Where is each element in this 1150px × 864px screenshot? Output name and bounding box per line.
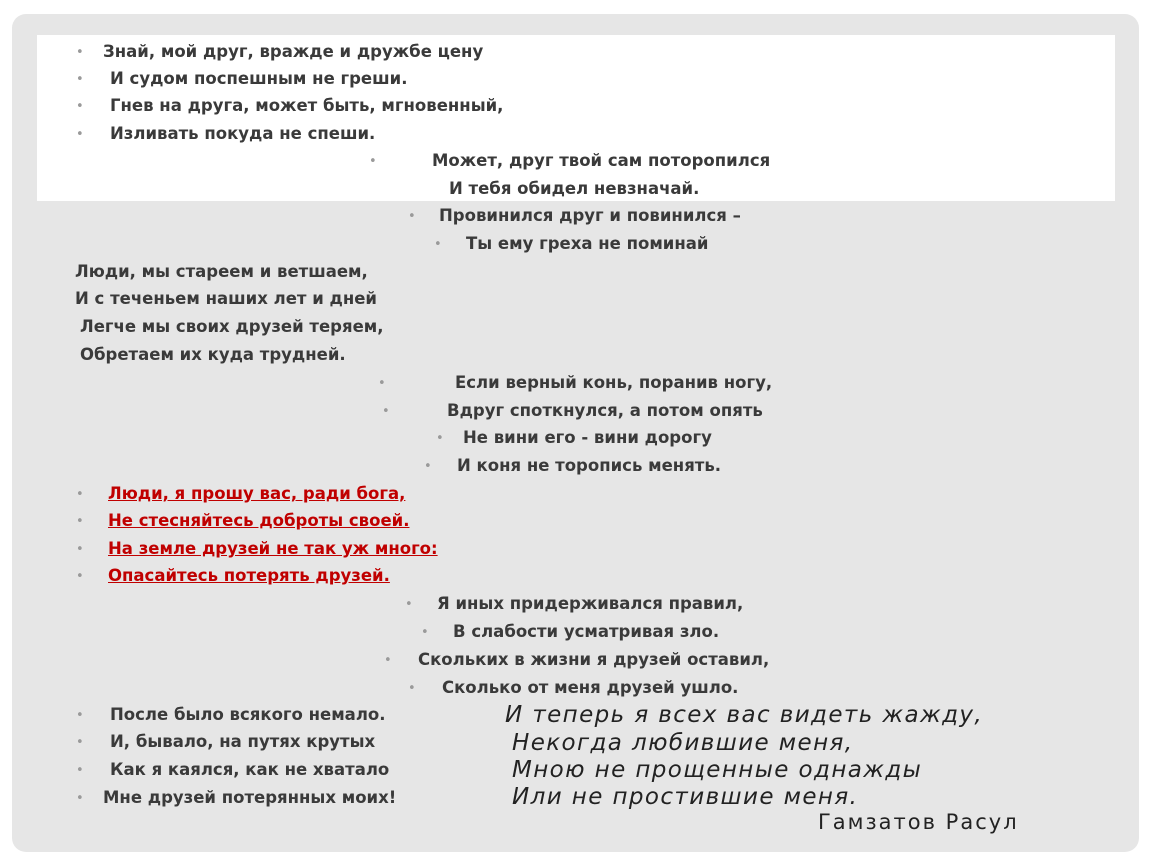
stanza6-line4: Сколько от меня друзей ушло. (442, 678, 739, 697)
stanza6-line2: В слабости усматривая зло. (453, 622, 720, 641)
stanza3-line3: Легче мы своих друзей теряем, (80, 317, 384, 336)
stanza3-line4: Обретаем их куда трудней. (80, 345, 346, 364)
bullet: • (434, 237, 442, 252)
bullet: • (76, 708, 84, 723)
stanza7-line1: После было всякого немало. (110, 705, 386, 724)
stanza3-line2: И с теченьем наших лет и дней (75, 289, 377, 308)
stanza2-line1: Может, друг твой сам поторопился (432, 151, 771, 170)
stanza3-line1: Люди, мы стареем и ветшаем, (75, 262, 368, 281)
stanza1-line4: Изливать покуда не спеши. (110, 124, 376, 143)
bullet: • (76, 514, 84, 529)
stanza1-line2: И судом поспешным не греши. (110, 69, 408, 88)
bullet: • (76, 542, 84, 557)
stanza2-line4: Ты ему греха не поминай (466, 234, 709, 253)
stanza5-line1: Люди, я прошу вас, ради бога, (108, 484, 406, 503)
bullet: • (408, 681, 416, 696)
bullet: • (76, 127, 84, 142)
bullet: • (405, 597, 413, 612)
stanza2-line2: И тебя обидел невзначай. (449, 179, 700, 198)
bullet: • (384, 653, 392, 668)
bullet: • (76, 72, 84, 87)
stanza7-line3: Как я каялся, как не хватало (110, 760, 390, 779)
bullet: • (421, 625, 429, 640)
bullet: • (76, 487, 84, 502)
stanza5-line4: Опасайтесь потерять друзей. (108, 566, 390, 585)
stanza6-line3: Скольких в жизни я друзей оставил, (418, 650, 770, 669)
stanza8-line4: Или не простившие меня. (512, 784, 859, 810)
bullet: • (76, 45, 84, 60)
stanza7-line2: И, бывало, на путях крутых (110, 732, 376, 751)
bullet: • (378, 376, 386, 391)
bullet: • (424, 459, 432, 474)
author-signature: Гамзатов Расул (818, 810, 1019, 834)
stanza6-line1: Я иных придерживался правил, (437, 594, 744, 613)
bullet: • (76, 763, 84, 778)
bullet: • (76, 569, 84, 584)
stanza8-line2: Некогда любившие меня, (512, 730, 854, 756)
stanza4-line3: Не вини его - вини дорогу (463, 428, 712, 447)
bullet: • (76, 791, 84, 806)
stanza4-line1: Если верный конь, поранив ногу, (455, 373, 773, 392)
stanza5-line3: На земле друзей не так уж много: (108, 539, 438, 558)
stanza8-line1: И теперь я всех вас видеть жажду, (505, 702, 984, 728)
bullet: • (408, 209, 416, 224)
stanza4-line2: Вдруг споткнулся, а потом опять (447, 401, 763, 420)
bullet: • (369, 154, 377, 169)
stanza5-line2: Не стесняйтесь доброты своей. (108, 511, 410, 530)
stanza7-line4: Мне друзей потерянных моих! (103, 788, 397, 807)
stanza2-line3: Провинился друг и повинился – (439, 206, 741, 225)
bullet: • (436, 431, 444, 446)
stanza1-line1: Знай, мой друг, вражде и дружбе цену (103, 42, 484, 61)
stanza8-line3: Мною не прощенные однажды (512, 757, 923, 783)
stanza1-line3: Гнев на друга, может быть, мгновенный, (110, 96, 504, 115)
bullet: • (76, 99, 84, 114)
bullet: • (382, 404, 390, 419)
bullet: • (76, 735, 84, 750)
stanza4-line4: И коня не торопись менять. (457, 456, 722, 475)
